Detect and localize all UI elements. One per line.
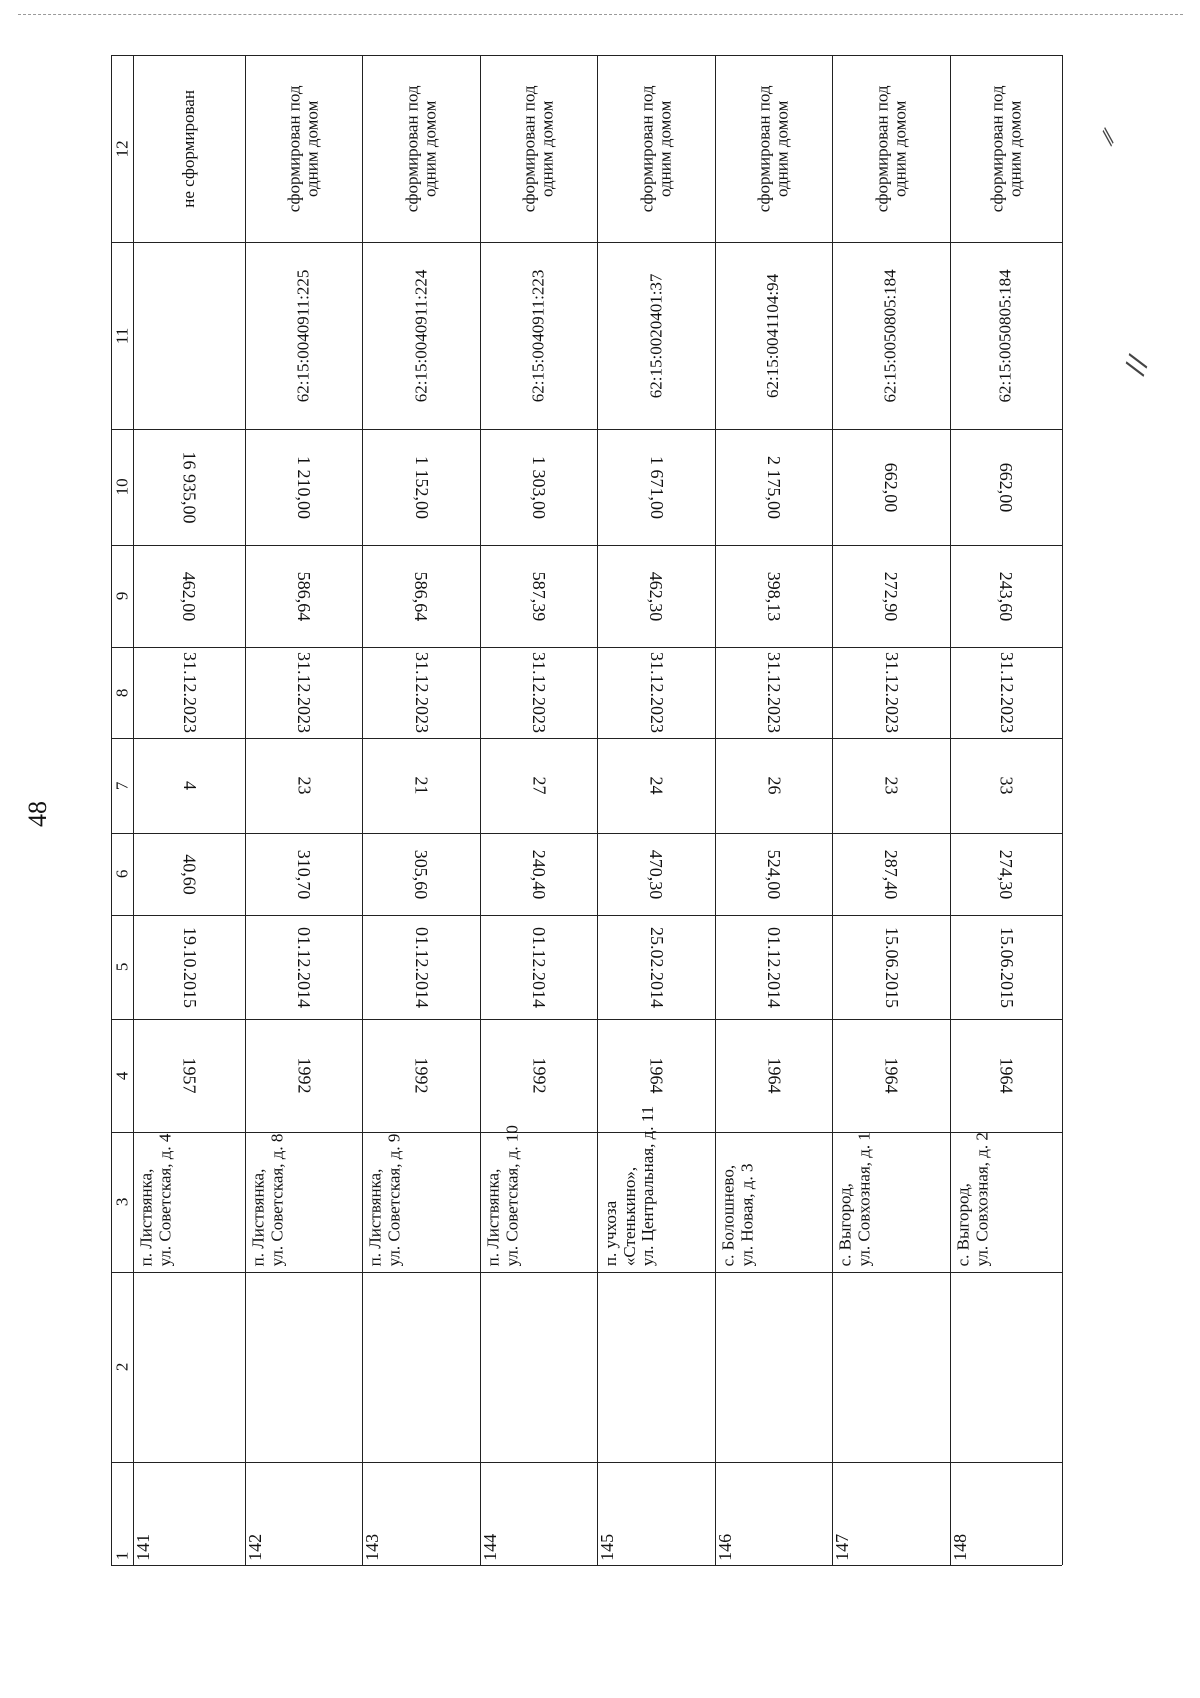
col10-cell (480, 429, 597, 545)
cadastral-cell (597, 242, 715, 429)
col10-cell (245, 429, 362, 545)
row-number-cell (133, 1462, 245, 1565)
cadastral-cell (715, 242, 832, 429)
col8-value: 31.12.2023 (179, 651, 200, 733)
area-value: 524,00 (763, 849, 784, 899)
column-number: 9 (112, 591, 132, 601)
row-number: 142 (245, 1534, 266, 1561)
area-value: 305,60 (411, 849, 432, 899)
col10-value: 1 303,00 (528, 455, 549, 519)
col9-cell (715, 545, 832, 647)
address-cell (480, 1124, 597, 1272)
col2-cell (133, 1272, 245, 1462)
col8-value: 31.12.2023 (528, 651, 549, 733)
column-number: 7 (112, 781, 132, 790)
col7-value: 24 (646, 776, 667, 795)
col8-cell (480, 647, 597, 738)
cadastral-cell (245, 242, 362, 429)
col8-value: 31.12.2023 (881, 651, 902, 733)
address-line: ул. Центральная, д. 11 (638, 1105, 658, 1266)
status-line: одним домом (420, 100, 440, 197)
col9-cell (480, 545, 597, 647)
col10-value: 1 671,00 (646, 455, 667, 519)
row-number-cell (832, 1462, 950, 1565)
col8-value: 31.12.2023 (293, 651, 314, 733)
col9-cell (133, 545, 245, 647)
status-cell (362, 55, 480, 242)
address-cell (362, 1132, 480, 1272)
date-value: 01.12.2014 (528, 926, 549, 1008)
year-cell (133, 1019, 245, 1132)
status-line: одним домом (1005, 100, 1025, 197)
col10-cell (133, 429, 245, 545)
area-cell (597, 833, 715, 915)
status-line: сформирован под (284, 85, 304, 212)
col8-cell (133, 647, 245, 738)
status-line: одним домом (772, 100, 792, 197)
header-cell-col-7 (111, 738, 133, 833)
date-value: 01.12.2014 (293, 926, 314, 1008)
col8-value: 31.12.2023 (996, 651, 1017, 733)
col8-value: 31.12.2023 (646, 651, 667, 733)
col2-cell (362, 1272, 480, 1462)
address-line: ул. Советская, д. 4 (155, 1133, 175, 1266)
col7-value: 27 (528, 776, 549, 795)
address (720, 1163, 757, 1266)
year-cell (362, 1019, 480, 1132)
column-number: 4 (112, 1071, 132, 1080)
address-line: ул. Советская, д. 9 (384, 1133, 404, 1266)
area-cell (832, 833, 950, 915)
col7-value: 4 (179, 780, 200, 790)
row-number-cell (480, 1462, 597, 1565)
status-cell (832, 55, 950, 242)
row-number: 147 (832, 1534, 853, 1561)
header-cell-col-11 (111, 242, 133, 429)
address-cell (133, 1132, 245, 1272)
area-cell (715, 833, 832, 915)
status-line: сформирован под (987, 85, 1007, 212)
date-value: 01.12.2014 (763, 926, 784, 1008)
col8-cell (362, 647, 480, 738)
col7-value: 26 (763, 776, 784, 795)
col9-value: 243,60 (996, 571, 1017, 621)
date-cell (832, 915, 950, 1019)
column-number: 12 (112, 140, 132, 157)
address-line: с. Болошнево, (718, 1164, 738, 1266)
header-cell-col-2 (111, 1272, 133, 1462)
address-cell (715, 1132, 832, 1272)
cadastral-cell (950, 242, 1062, 429)
address-line: п. Листвянка, (365, 1168, 385, 1266)
year-cell (715, 1019, 832, 1132)
cadastral-number: 62:15:0020401:37 (646, 273, 666, 398)
area-value: 310,70 (293, 849, 314, 899)
row-number: 141 (133, 1534, 154, 1561)
land-plot-status (286, 85, 322, 212)
year-value: 1957 (179, 1057, 200, 1094)
date-value: 25.02.2014 (646, 926, 667, 1008)
status-line: сформирован под (754, 85, 774, 212)
col7-cell (362, 738, 480, 833)
header-cell-col-10 (111, 429, 133, 545)
land-plot-status (521, 85, 557, 212)
scan-edge-line (18, 14, 1183, 15)
col8-value: 31.12.2023 (763, 651, 784, 733)
col9-value: 462,00 (179, 571, 200, 621)
table-horizontal-rule (111, 1565, 1062, 1566)
col10-value: 16 935,00 (179, 450, 200, 523)
address (250, 1133, 287, 1266)
year-cell (480, 1019, 597, 1132)
col7-value: 23 (293, 776, 314, 795)
address-line: ул. Советская, д. 8 (267, 1133, 287, 1266)
area-cell (950, 833, 1062, 915)
col7-value: 23 (881, 776, 902, 795)
cadastral-cell (480, 242, 597, 429)
status-cell (245, 55, 362, 242)
housing-table (111, 55, 1062, 1565)
date-cell (715, 915, 832, 1019)
year-value: 1992 (411, 1057, 432, 1094)
row-number-cell (362, 1462, 480, 1565)
table-vertical-rule (1062, 55, 1063, 1565)
col10-cell (832, 429, 950, 545)
column-number: 2 (112, 1362, 132, 1372)
year-value: 1964 (763, 1057, 784, 1094)
address-cell (950, 1132, 1062, 1272)
cadastral-number: 62:15:0040911:223 (528, 269, 548, 402)
date-cell (950, 915, 1062, 1019)
date-value: 19.10.2015 (179, 926, 200, 1008)
col10-cell (597, 429, 715, 545)
col2-cell (832, 1272, 950, 1462)
col9-cell (362, 545, 480, 647)
status-cell (715, 55, 832, 242)
col7-value: 21 (411, 776, 432, 795)
scan-mark: ⁄⁄ (1096, 128, 1121, 146)
col7-value: 33 (996, 776, 1017, 795)
row-number: 144 (480, 1534, 501, 1561)
col9-value: 272,90 (881, 571, 902, 621)
col7-cell (133, 738, 245, 833)
col10-cell (362, 429, 480, 545)
area-value: 470,30 (646, 849, 667, 899)
header-cell-col-12 (111, 55, 133, 242)
area-value: 287,40 (881, 849, 902, 899)
col2-cell (715, 1272, 832, 1462)
date-value: 01.12.2014 (411, 926, 432, 1008)
col7-cell (832, 738, 950, 833)
address-line: с. Выгород, (835, 1182, 855, 1266)
status-line: одним домом (890, 100, 910, 197)
col8-cell (715, 647, 832, 738)
row-number: 143 (362, 1534, 383, 1561)
year-cell (245, 1019, 362, 1132)
address-line: ул. Совхозная, д. 2 (972, 1131, 992, 1266)
date-cell (480, 915, 597, 1019)
year-cell (832, 1019, 950, 1132)
address-line: ул. Советская, д. 10 (502, 1124, 522, 1266)
row-number: 146 (715, 1534, 736, 1561)
header-cell-col-5 (111, 915, 133, 1019)
col10-value: 2 175,00 (763, 455, 784, 519)
year-value: 1992 (293, 1057, 314, 1094)
status-line: сформирован под (402, 85, 422, 212)
col8-value: 31.12.2023 (411, 651, 432, 733)
land-plot-status (180, 90, 198, 208)
row-number-cell (245, 1462, 362, 1565)
status-line: сформирован под (519, 85, 539, 212)
status-line: одним домом (302, 100, 322, 197)
col8-cell (950, 647, 1062, 738)
cadastral-cell (133, 242, 245, 429)
land-plot-status (403, 85, 439, 212)
address (837, 1132, 874, 1266)
column-number: 8 (112, 688, 132, 697)
area-cell (480, 833, 597, 915)
year-value: 1964 (646, 1057, 667, 1094)
area-cell (245, 833, 362, 915)
col10-value: 1 152,00 (411, 455, 432, 519)
col2-cell (597, 1272, 715, 1462)
col2-cell (245, 1272, 362, 1462)
col10-cell (715, 429, 832, 545)
address-line: ул. Новая, д. 3 (737, 1163, 757, 1266)
header-cell-col-3 (111, 1132, 133, 1272)
address-line: п. Листвянка, (136, 1168, 156, 1266)
column-number: 1 (112, 1551, 132, 1561)
col7-cell (480, 738, 597, 833)
col9-value: 586,64 (411, 571, 432, 621)
land-plot-status (988, 85, 1024, 212)
date-value: 15.06.2015 (881, 926, 902, 1008)
status-line: сформирован под (872, 85, 892, 212)
col9-cell (245, 545, 362, 647)
status-cell (597, 55, 715, 242)
year-value: 1964 (996, 1057, 1017, 1094)
year-cell (950, 1019, 1062, 1132)
col9-value: 398,13 (763, 571, 784, 621)
cadastral-cell (832, 242, 950, 429)
header-cell-col-1 (111, 1462, 133, 1565)
col10-value: 1 210,00 (293, 455, 314, 519)
date-cell (133, 915, 245, 1019)
date-cell (362, 915, 480, 1019)
address-cell (597, 1105, 715, 1272)
status-cell (133, 55, 245, 242)
col9-cell (950, 545, 1062, 647)
col7-cell (597, 738, 715, 833)
col10-value: 662,00 (881, 462, 902, 512)
col8-cell (597, 647, 715, 738)
area-value: 274,30 (996, 849, 1017, 899)
col10-value: 662,00 (996, 462, 1017, 512)
address (138, 1133, 175, 1266)
date-cell (597, 915, 715, 1019)
land-plot-status (873, 85, 909, 212)
status-line: не сформирован (179, 89, 199, 208)
address-line: п. учхоза (600, 1200, 620, 1266)
address (955, 1132, 992, 1266)
status-line: сформирован под (637, 85, 657, 212)
col9-value: 587,39 (528, 571, 549, 621)
address-cell (245, 1132, 362, 1272)
land-plot-status (756, 85, 792, 212)
status-line: одним домом (537, 100, 557, 197)
address (367, 1133, 404, 1266)
header-cell-col-4 (111, 1019, 133, 1132)
row-number-cell (597, 1462, 715, 1565)
header-cell-col-6 (111, 833, 133, 915)
address (485, 1125, 522, 1266)
address-line: ул. Совхозная, д. 1 (854, 1131, 874, 1266)
cadastral-number: 62:15:0050805:184 (996, 268, 1016, 403)
page-number: 48 (23, 801, 52, 827)
status-cell (480, 55, 597, 242)
column-number: 3 (112, 1197, 132, 1207)
year-value: 1992 (528, 1057, 549, 1094)
col8-cell (245, 647, 362, 738)
row-number-cell (950, 1462, 1062, 1565)
col7-cell (950, 738, 1062, 833)
year-value: 1964 (881, 1057, 902, 1094)
column-number: 11 (112, 327, 132, 344)
col9-cell (597, 545, 715, 647)
col10-cell (950, 429, 1062, 545)
area-cell (362, 833, 480, 915)
cadastral-cell (362, 242, 480, 429)
row-number: 148 (950, 1534, 971, 1561)
status-cell (950, 55, 1062, 242)
status-line: одним домом (655, 100, 675, 197)
col7-cell (715, 738, 832, 833)
header-cell-col-9 (111, 545, 133, 647)
col8-cell (832, 647, 950, 738)
cadastral-number: 62:15:0050805:184 (881, 268, 901, 403)
land-plot-status (638, 85, 674, 212)
row-number: 145 (597, 1534, 618, 1561)
address (602, 1106, 658, 1266)
area-value: 240,40 (528, 849, 549, 899)
col9-cell (832, 545, 950, 647)
col2-cell (480, 1272, 597, 1462)
area-cell (133, 833, 245, 915)
column-number: 6 (112, 869, 132, 879)
row-number-cell (715, 1462, 832, 1565)
date-cell (245, 915, 362, 1019)
col2-cell (950, 1272, 1062, 1462)
column-number: 5 (112, 962, 132, 972)
header-cell-col-8 (111, 647, 133, 738)
cadastral-number: 62:15:0041104:94 (763, 273, 783, 398)
address-line: «Стенькино», (619, 1166, 639, 1266)
area-value: 40,60 (179, 853, 200, 895)
scan-mark: // (1119, 351, 1154, 379)
cadastral-number: 62:15:0040911:225 (293, 269, 313, 402)
col9-value: 462,30 (646, 571, 667, 621)
col7-cell (245, 738, 362, 833)
address-line: п. Листвянка, (483, 1168, 503, 1266)
address-line: п. Листвянка, (248, 1168, 268, 1266)
address-line: с. Выгород, (953, 1182, 973, 1266)
column-number: 10 (112, 478, 132, 496)
date-value: 15.06.2015 (996, 926, 1017, 1008)
cadastral-number: 62:15:0040911:224 (411, 269, 431, 402)
col9-value: 586,64 (293, 571, 314, 621)
address-cell (832, 1132, 950, 1272)
